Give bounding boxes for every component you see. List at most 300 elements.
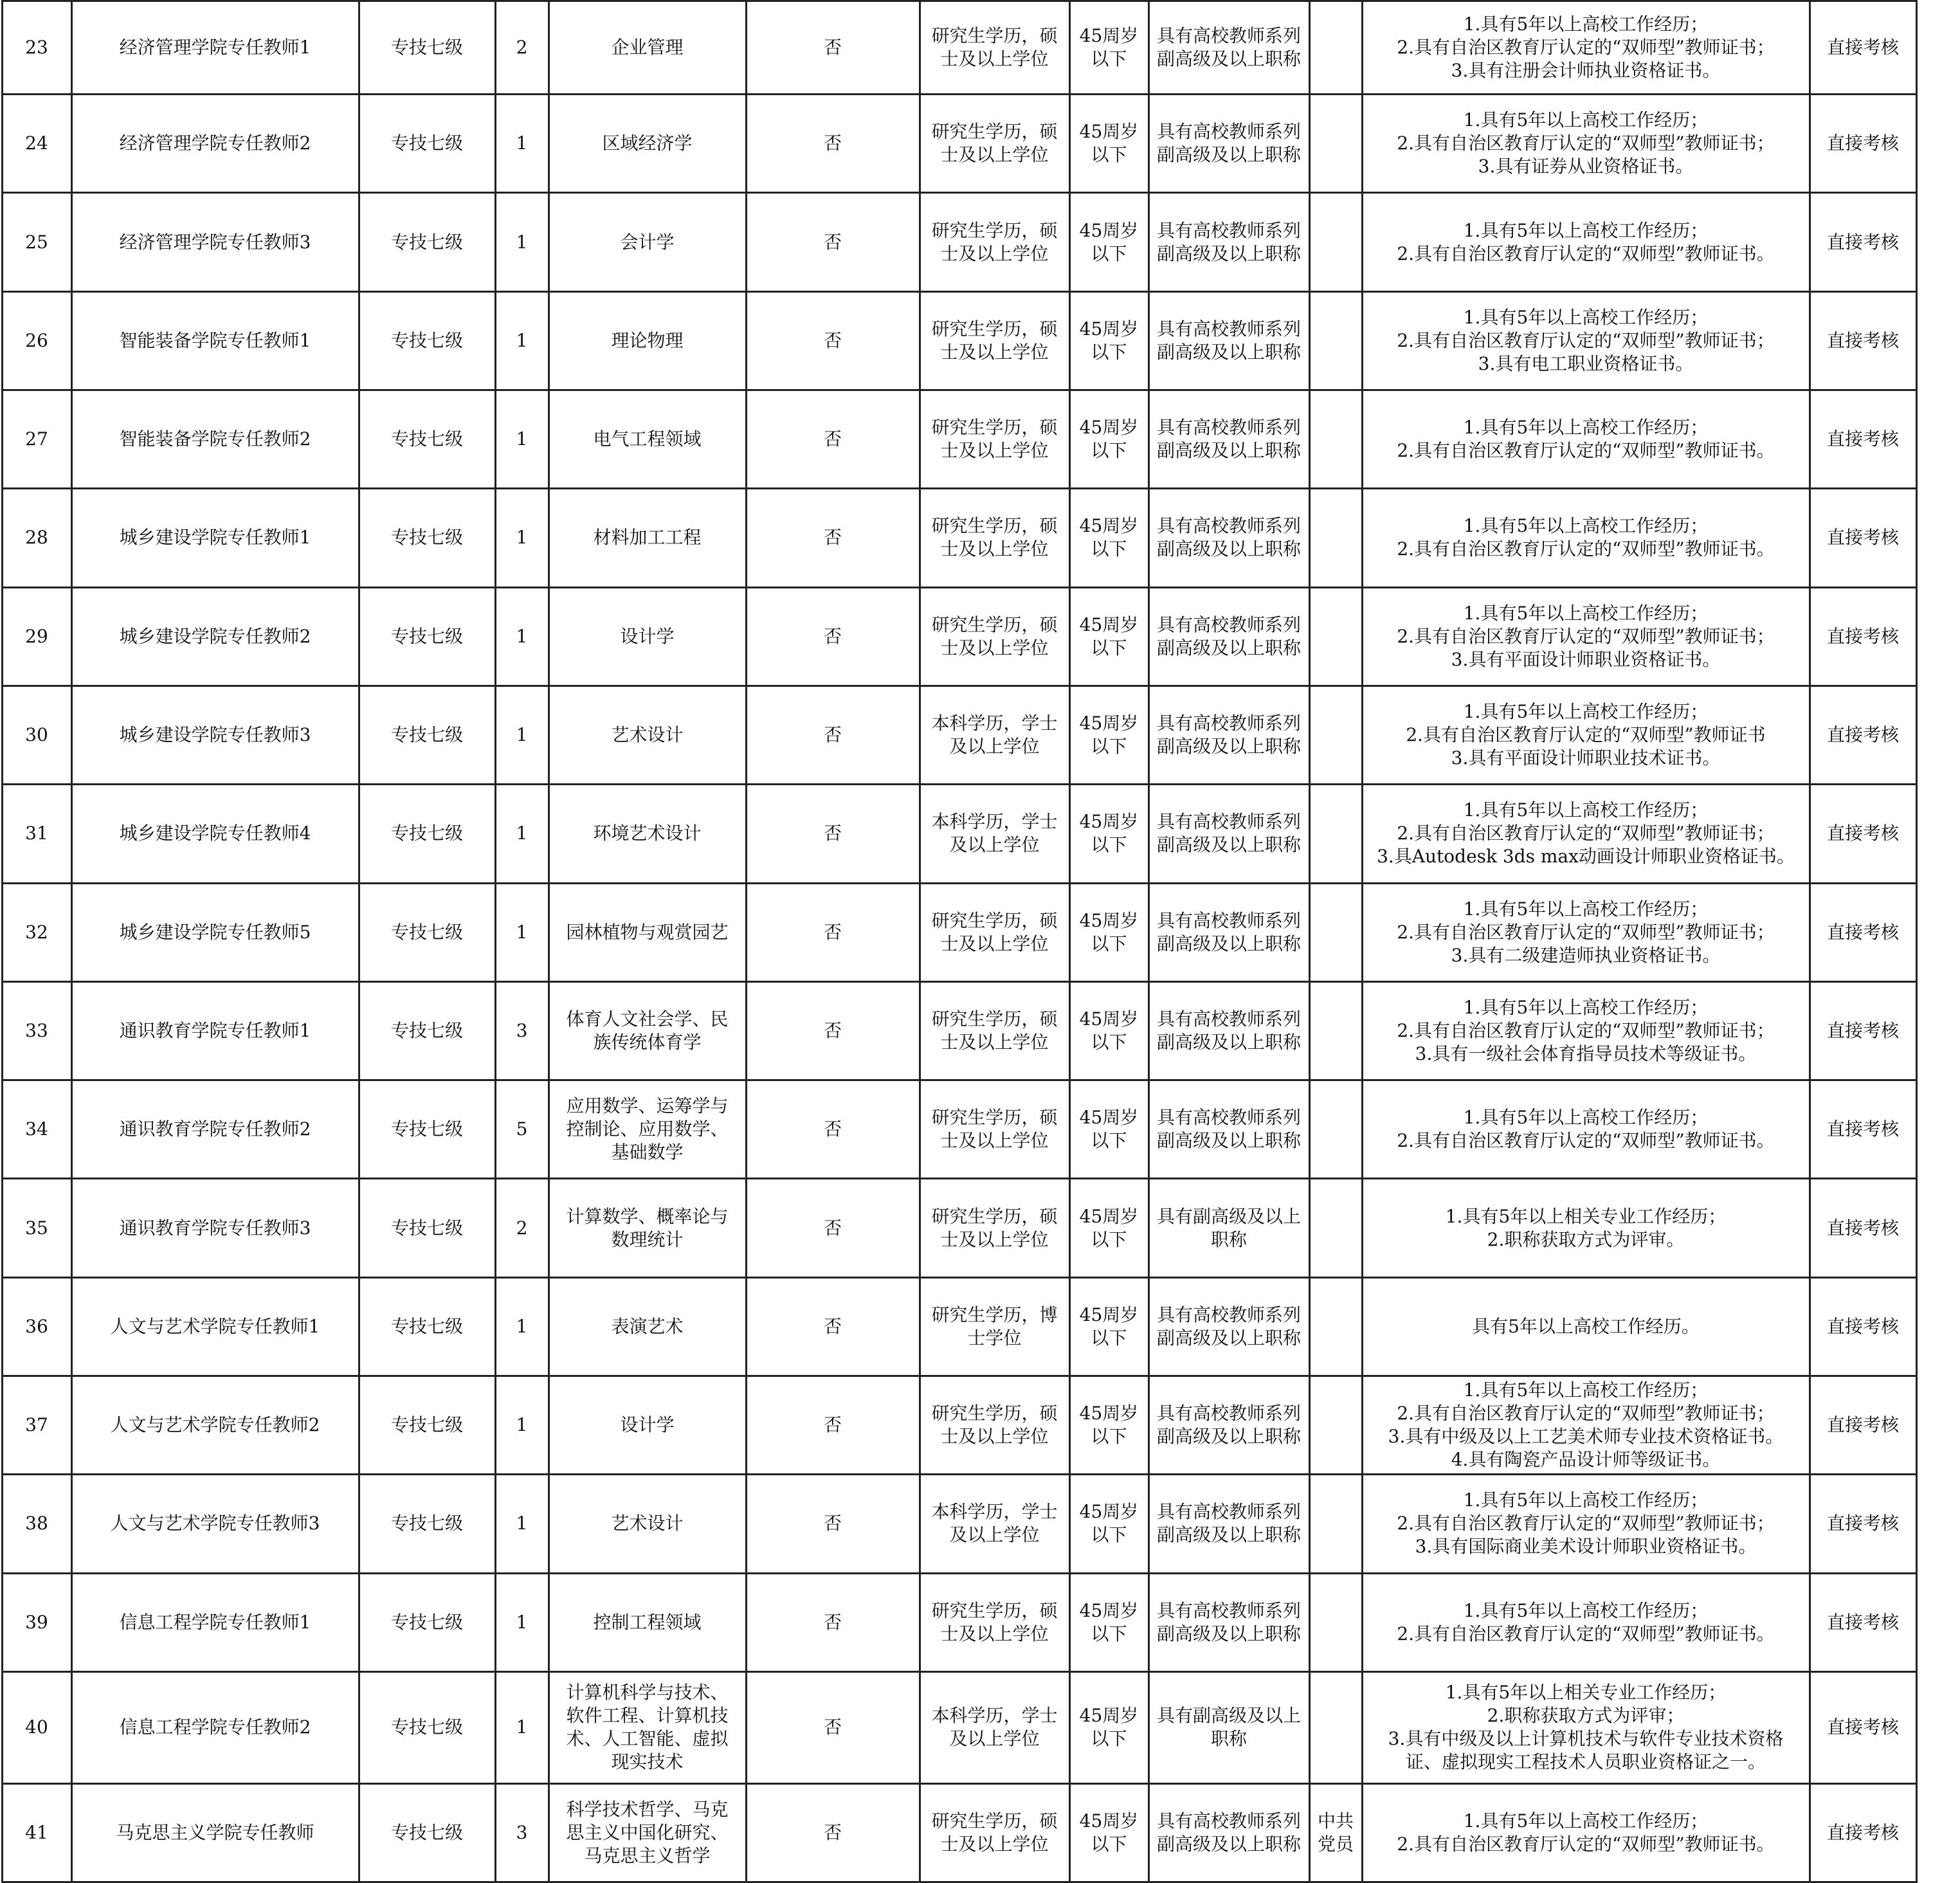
cell-count: 1: [495, 489, 549, 587]
cell-title-line: 具有高校教师系列: [1156, 1810, 1301, 1832]
cell-method: 直接考核: [1810, 1573, 1916, 1671]
cell-age-line: 45周岁: [1079, 1205, 1139, 1227]
cell-title: [1148, 883, 1309, 981]
cell-no: 37: [2, 1376, 71, 1474]
cell-major-line: 科学技术哲学、马克: [566, 1798, 729, 1820]
cell-title-line: 具有高校教师系列: [1156, 614, 1301, 635]
cell-education-line: 士及以上学位: [940, 538, 1049, 560]
cell-no: 32: [2, 883, 71, 981]
cell-title-line: 具有高校教师系列: [1156, 909, 1301, 931]
cell-education-line: 研究生学历，硕: [931, 909, 1058, 931]
cell-major: [549, 291, 746, 390]
cell-count: 1: [495, 883, 549, 981]
cell-title-line: 具有副高级及以上: [1156, 1205, 1301, 1227]
cell-title: [1148, 1475, 1309, 1573]
cell-position: 智能装备学院专任教师1: [71, 291, 359, 390]
cell-title: [1148, 1671, 1309, 1783]
cell-major: [549, 686, 746, 784]
cell-method: 直接考核: [1810, 489, 1916, 587]
cell-method: 直接考核: [1810, 981, 1916, 1080]
cell-age: [1069, 1179, 1148, 1277]
table-row: [0, 1783, 1960, 1882]
cell-age-line: 以下: [1091, 1031, 1127, 1053]
cell-political: [1309, 1573, 1362, 1671]
cell-requirements-line: 1.具有5年以上高校工作经历；: [1463, 417, 1709, 439]
cell-education-line: 研究生学历，硕: [931, 318, 1058, 340]
cell-age-line: 以下: [1091, 242, 1127, 264]
cell-education: [920, 1080, 1069, 1179]
cell-title-line: 具有副高级及以上: [1156, 1705, 1301, 1727]
cell-age: [1069, 1671, 1148, 1783]
cell-education-line: 研究生学历，硕: [931, 614, 1058, 635]
cell-limited: 否: [746, 883, 920, 981]
cell-age: [1069, 1277, 1148, 1376]
table-row: [0, 390, 1960, 489]
cell-level: 专技七级: [359, 981, 495, 1080]
cell-requirements-line: 1.具有5年以上高校工作经历；: [1463, 109, 1709, 131]
cell-level: 专技七级: [359, 686, 495, 784]
cell-requirements-line: 3.具有中级及以上计算机技术与软件专业技术资格: [1388, 1728, 1784, 1750]
right-margin-cell: [1916, 1277, 1960, 1376]
cell-method: 直接考核: [1810, 1, 1916, 95]
cell-title: [1148, 95, 1309, 193]
cell-level: 专技七级: [359, 291, 495, 390]
cell-requirements: [1362, 193, 1810, 291]
cell-education: [920, 981, 1069, 1080]
cell-major: [549, 883, 746, 981]
table-row: [0, 1573, 1960, 1671]
cell-title-line: 具有高校教师系列: [1156, 1403, 1301, 1424]
table-row: [0, 1, 1960, 95]
cell-method: 直接考核: [1810, 1179, 1916, 1277]
cell-requirements-line: 3.具Autodesk 3ds max动画设计师职业资格证书。: [1377, 846, 1795, 868]
cell-level: 专技七级: [359, 1783, 495, 1882]
cell-no: 30: [2, 686, 71, 784]
cell-political: [1309, 1783, 1362, 1882]
cell-title-line: 具有高校教师系列: [1156, 1599, 1301, 1621]
cell-count: 2: [495, 1, 549, 95]
cell-requirements-line: 2.具有自治区教育厅认定的“双师型”教师证书；: [1397, 1019, 1775, 1041]
cell-education-line: 及以上学位: [949, 834, 1040, 856]
cell-method: 直接考核: [1810, 1783, 1916, 1882]
cell-title: [1148, 981, 1309, 1080]
cell-method: 直接考核: [1810, 193, 1916, 291]
cell-education-line: 士及以上学位: [940, 144, 1049, 166]
cell-requirements-line: 1.具有5年以上高校工作经历；: [1463, 1379, 1709, 1401]
table-row: [0, 686, 1960, 784]
cell-age-line: 以下: [1091, 1327, 1127, 1349]
cell-no: 33: [2, 981, 71, 1080]
cell-count: 1: [495, 1277, 549, 1376]
cell-position: 城乡建设学院专任教师3: [71, 686, 359, 784]
cell-education-line: 本科学历，学士: [931, 811, 1058, 833]
right-margin-cell: [1916, 390, 1960, 489]
cell-major-line: 艺术设计: [611, 1513, 684, 1534]
cell-title: [1148, 291, 1309, 390]
right-margin-cell: [1916, 1376, 1960, 1474]
cell-education: [920, 883, 1069, 981]
cell-title-line: 具有高校教师系列: [1156, 1304, 1301, 1325]
cell-age: [1069, 1376, 1148, 1474]
cell-title: [1148, 1, 1309, 95]
cell-major-line: 数理统计: [611, 1228, 684, 1250]
cell-count: 5: [495, 1080, 549, 1179]
cell-level: 专技七级: [359, 883, 495, 981]
cell-requirements-line: 3.具有电工职业资格证书。: [1478, 352, 1694, 374]
cell-education: [920, 95, 1069, 193]
cell-requirements-line: 2.具有自治区教育厅认定的“双师型”教师证书；: [1397, 132, 1775, 154]
right-margin-cell: [1916, 1080, 1960, 1179]
cell-major-line: 软件工程、计算机技: [566, 1705, 729, 1727]
cell-no: 35: [2, 1179, 71, 1277]
cell-education-line: 及以上学位: [949, 1728, 1040, 1750]
cell-method: 直接考核: [1810, 785, 1916, 883]
cell-limited: 否: [746, 686, 920, 784]
cell-no: 28: [2, 489, 71, 587]
cell-position: 通识教育学院专任教师1: [71, 981, 359, 1080]
cell-age-line: 以下: [1091, 736, 1127, 758]
right-margin-cell: [1916, 785, 1960, 883]
cell-requirements: [1362, 1475, 1810, 1573]
cell-limited: 否: [746, 1783, 920, 1882]
cell-education-line: 本科学历，学士: [931, 1705, 1058, 1727]
cell-title: [1148, 390, 1309, 489]
table-row: [0, 1671, 1960, 1783]
cell-age-line: 以下: [1091, 1228, 1127, 1250]
cell-age-line: 以下: [1091, 1728, 1127, 1750]
cell-age: [1069, 390, 1148, 489]
cell-education: [920, 1783, 1069, 1882]
cell-requirements: [1362, 291, 1810, 390]
cell-requirements-line: 3.具有注册会计师执业资格证书。: [1451, 60, 1721, 82]
cell-requirements-line: 1.具有5年以上高校工作经历；: [1463, 898, 1709, 920]
cell-education: [920, 1, 1069, 95]
cell-requirements-line: 2.具有自治区教育厅认定的“双师型”教师证书；: [1397, 625, 1775, 647]
cell-requirements-line: 3.具有平面设计师职业资格证书。: [1451, 648, 1721, 670]
cell-major: [549, 785, 746, 883]
cell-requirements-line: 2.具有自治区教育厅认定的“双师型”教师证书。: [1397, 1130, 1775, 1152]
cell-level: 专技七级: [359, 1080, 495, 1179]
cell-count: 1: [495, 390, 549, 489]
cell-education-line: 士及以上学位: [940, 341, 1049, 363]
cell-limited: 否: [746, 291, 920, 390]
cell-requirements: [1362, 390, 1810, 489]
cell-political: [1309, 193, 1362, 291]
cell-level: 专技七级: [359, 390, 495, 489]
cell-limited: 否: [746, 1573, 920, 1671]
cell-major: [549, 1573, 746, 1671]
cell-requirements-line: 2.具有自治区教育厅认定的“双师型”教师证书；: [1397, 1403, 1775, 1424]
cell-level: 专技七级: [359, 95, 495, 193]
cell-age: [1069, 193, 1148, 291]
cell-major: [549, 587, 746, 686]
right-margin-cell: [1916, 95, 1960, 193]
cell-requirements-line: 3.具有二级建造师执业资格证书。: [1451, 944, 1721, 966]
cell-political: [1309, 981, 1362, 1080]
cell-requirements: [1362, 1179, 1810, 1277]
cell-major-line: 控制论、应用数学、: [566, 1118, 729, 1140]
cell-age-line: 以下: [1091, 637, 1127, 659]
cell-requirements-line: 3.具有中级及以上工艺美术师专业技术资格证书。: [1388, 1426, 1784, 1448]
cell-education-line: 士及以上学位: [940, 637, 1049, 659]
right-margin-cell: [1916, 1179, 1960, 1277]
table-row: [0, 981, 1960, 1080]
cell-requirements: [1362, 1376, 1810, 1474]
cell-education-line: 士及以上学位: [940, 1130, 1049, 1152]
right-margin-cell: [1916, 193, 1960, 291]
cell-political: [1309, 1, 1362, 95]
cell-age-line: 45周岁: [1079, 1403, 1139, 1424]
cell-age-line: 45周岁: [1079, 1705, 1139, 1727]
cell-age-line: 以下: [1091, 538, 1127, 560]
cell-position: 城乡建设学院专任教师2: [71, 587, 359, 686]
cell-age: [1069, 95, 1148, 193]
cell-education: [920, 785, 1069, 883]
cell-position: 信息工程学院专任教师2: [71, 1671, 359, 1783]
cell-requirements-line: 3.具有一级社会体育指导员技术等级证书。: [1415, 1042, 1757, 1064]
cell-method: 直接考核: [1810, 95, 1916, 193]
cell-requirements-line: 1.具有5年以上高校工作经历；: [1463, 602, 1709, 624]
cell-education-line: 士及以上学位: [940, 242, 1049, 264]
cell-count: 1: [495, 1671, 549, 1783]
cell-age-line: 以下: [1091, 1426, 1127, 1448]
cell-requirements-line: 2.具有自治区教育厅认定的“双师型”教师证书。: [1397, 538, 1775, 560]
cell-no: 29: [2, 587, 71, 686]
table-row: [0, 1475, 1960, 1573]
cell-title-line: 副高级及以上职称: [1156, 1524, 1301, 1546]
cell-requirements-line: 2.具有自治区教育厅认定的“双师型”教师证书。: [1397, 1623, 1775, 1644]
cell-count: 1: [495, 1475, 549, 1573]
cell-title-line: 具有高校教师系列: [1156, 25, 1301, 47]
cell-no: 23: [2, 1, 71, 95]
cell-major: [549, 1376, 746, 1474]
cell-title-line: 副高级及以上职称: [1156, 48, 1301, 70]
cell-age-line: 45周岁: [1079, 121, 1139, 143]
right-margin-cell: [1916, 1671, 1960, 1783]
cell-no: 34: [2, 1080, 71, 1179]
cell-age-line: 45周岁: [1079, 318, 1139, 340]
cell-title: [1148, 1573, 1309, 1671]
cell-education: [920, 686, 1069, 784]
cell-age: [1069, 1783, 1148, 1882]
cell-limited: 否: [746, 1, 920, 95]
cell-political: [1309, 587, 1362, 686]
cell-count: 1: [495, 1573, 549, 1671]
cell-title-line: 具有高校教师系列: [1156, 1008, 1301, 1030]
cell-position: 经济管理学院专任教师2: [71, 95, 359, 193]
cell-count: 2: [495, 1179, 549, 1277]
cell-requirements-line: 1.具有5年以上高校工作经历；: [1463, 1107, 1709, 1129]
cell-age-line: 45周岁: [1079, 1008, 1139, 1030]
cell-title: [1148, 587, 1309, 686]
cell-age: [1069, 883, 1148, 981]
cell-education-line: 士及以上学位: [940, 48, 1049, 70]
cell-requirements-line: 1.具有5年以上相关专业工作经历；: [1445, 1682, 1727, 1704]
cell-method: 直接考核: [1810, 1671, 1916, 1783]
cell-major: [549, 1475, 746, 1573]
cell-requirements-line: 4.具有陶瓷产品设计师等级证书。: [1451, 1449, 1721, 1471]
cell-requirements-line: 2.具有自治区教育厅认定的“双师型”教师证书。: [1397, 440, 1775, 462]
cell-major-line: 设计学: [620, 625, 675, 647]
cell-level: 专技七级: [359, 1475, 495, 1573]
cell-position: 通识教育学院专任教师3: [71, 1179, 359, 1277]
cell-age-line: 45周岁: [1079, 614, 1139, 635]
cell-requirements: [1362, 489, 1810, 587]
right-margin-cell: [1916, 489, 1960, 587]
cell-requirements-line: 2.具有自治区教育厅认定的“双师型”教师证书。: [1397, 1833, 1775, 1855]
cell-count: 1: [495, 785, 549, 883]
cell-education-line: 研究生学历，硕: [931, 1810, 1058, 1832]
cell-title-line: 副高级及以上职称: [1156, 144, 1301, 166]
cell-age-line: 以下: [1091, 341, 1127, 363]
right-margin-cell: [1916, 883, 1960, 981]
cell-requirements-line: 2.职称获取方式为评审。: [1487, 1228, 1685, 1250]
cell-education: [920, 1573, 1069, 1671]
cell-age: [1069, 587, 1148, 686]
cell-requirements-line: 2.具有自治区教育厅认定的“双师型”教师证书；: [1397, 1513, 1775, 1534]
cell-method: 直接考核: [1810, 1080, 1916, 1179]
cell-no: 25: [2, 193, 71, 291]
cell-limited: 否: [746, 785, 920, 883]
cell-limited: 否: [746, 981, 920, 1080]
right-margin-cell: [1916, 291, 1960, 390]
cell-requirements: [1362, 981, 1810, 1080]
cell-limited: 否: [746, 1179, 920, 1277]
cell-education-line: 士及以上学位: [940, 1833, 1049, 1855]
cell-title-line: 副高级及以上职称: [1156, 440, 1301, 462]
cell-political: [1309, 390, 1362, 489]
cell-no: 38: [2, 1475, 71, 1573]
cell-position: 通识教育学院专任教师2: [71, 1080, 359, 1179]
cell-education: [920, 489, 1069, 587]
cell-title-line: 副高级及以上职称: [1156, 932, 1301, 954]
right-margin-cell: [1916, 1573, 1960, 1671]
cell-no: 36: [2, 1277, 71, 1376]
table-row: [0, 883, 1960, 981]
cell-major-line: 族传统体育学: [593, 1031, 702, 1053]
cell-age: [1069, 1080, 1148, 1179]
cell-title-line: 副高级及以上职称: [1156, 1833, 1301, 1855]
table-row: [0, 587, 1960, 686]
cell-major: [549, 981, 746, 1080]
cell-limited: 否: [746, 1376, 920, 1474]
cell-level: 专技七级: [359, 785, 495, 883]
cell-method: 直接考核: [1810, 1475, 1916, 1573]
right-margin-cell: [1916, 1, 1960, 95]
cell-education-line: 研究生学历，硕: [931, 219, 1058, 241]
cell-education-line: 士及以上学位: [940, 1228, 1049, 1250]
cell-requirements: [1362, 1671, 1810, 1783]
cell-limited: 否: [746, 95, 920, 193]
cell-education-line: 士及以上学位: [940, 1426, 1049, 1448]
cell-age-line: 45周岁: [1079, 515, 1139, 537]
cell-no: 40: [2, 1671, 71, 1783]
cell-political: [1309, 489, 1362, 587]
cell-limited: 否: [746, 1080, 920, 1179]
cell-requirements-line: 2.具有自治区教育厅认定的“双师型”教师证书: [1406, 724, 1766, 746]
table-row: [0, 785, 1960, 883]
cell-requirements: [1362, 1573, 1810, 1671]
cell-requirements-line: 2.具有自治区教育厅认定的“双师型”教师证书；: [1397, 329, 1775, 351]
cell-title-line: 副高级及以上职称: [1156, 736, 1301, 758]
cell-age: [1069, 1573, 1148, 1671]
cell-title: [1148, 193, 1309, 291]
cell-major-line: 园林植物与观赏园艺: [566, 921, 729, 943]
cell-political: [1309, 1376, 1362, 1474]
cell-political: [1309, 1671, 1362, 1783]
cell-count: 1: [495, 686, 549, 784]
cell-no: 31: [2, 785, 71, 883]
cell-major: [549, 95, 746, 193]
right-margin-cell: [1916, 1475, 1960, 1573]
cell-education-line: 研究生学历，硕: [931, 1599, 1058, 1621]
cell-title: [1148, 1277, 1309, 1376]
cell-education-line: 士及以上学位: [940, 1031, 1049, 1053]
table-row: [0, 1277, 1960, 1376]
cell-political: [1309, 1179, 1362, 1277]
cell-title-line: 具有高校教师系列: [1156, 1501, 1301, 1523]
cell-title: [1148, 1783, 1309, 1882]
cell-major-line: 设计学: [620, 1414, 675, 1436]
cell-title-line: 职称: [1210, 1228, 1247, 1250]
cell-count: 1: [495, 587, 549, 686]
cell-limited: 否: [746, 587, 920, 686]
cell-major-line: 企业管理: [611, 37, 684, 59]
cell-education: [920, 1277, 1069, 1376]
cell-requirements-line: 2.具有自治区教育厅认定的“双师型”教师证书；: [1397, 921, 1775, 943]
cell-major-line: 表演艺术: [611, 1315, 684, 1337]
cell-education: [920, 291, 1069, 390]
cell-age-line: 45周岁: [1079, 1107, 1139, 1129]
cell-title: [1148, 489, 1309, 587]
cell-no: 26: [2, 291, 71, 390]
cell-title-line: 副高级及以上职称: [1156, 1327, 1301, 1349]
cell-age-line: 以下: [1091, 1833, 1127, 1855]
cell-major-line: 计算机科学与技术、: [566, 1682, 729, 1704]
cell-age-line: 以下: [1091, 144, 1127, 166]
cell-position: 经济管理学院专任教师1: [71, 1, 359, 95]
cell-title-line: 副高级及以上职称: [1156, 1623, 1301, 1644]
cell-political: [1309, 883, 1362, 981]
cell-title-line: 副高级及以上职称: [1156, 637, 1301, 659]
cell-major: [549, 193, 746, 291]
cell-title-line: 职称: [1210, 1728, 1247, 1750]
cell-method: 直接考核: [1810, 291, 1916, 390]
cell-age-line: 45周岁: [1079, 811, 1139, 833]
cell-title-line: 副高级及以上职称: [1156, 341, 1301, 363]
cell-major-line: 体育人文社会学、民: [566, 1008, 729, 1030]
cell-requirements-line: 1.具有5年以上高校工作经历；: [1463, 799, 1709, 821]
cell-level: 专技七级: [359, 1277, 495, 1376]
cell-requirements: [1362, 1783, 1810, 1882]
cell-major-line: 理论物理: [611, 329, 684, 351]
cell-major: [549, 1, 746, 95]
cell-title-line: 具有高校教师系列: [1156, 713, 1301, 734]
cell-requirements-line: 2.职称获取方式为评审；: [1487, 1705, 1685, 1727]
cell-age-line: 以下: [1091, 1623, 1127, 1644]
cell-title-line: 副高级及以上职称: [1156, 1130, 1301, 1152]
cell-requirements-line: 2.具有自治区教育厅认定的“双师型”教师证书；: [1397, 37, 1775, 59]
cell-major: [549, 1179, 746, 1277]
cell-age-line: 以下: [1091, 834, 1127, 856]
cell-requirements-line: 1.具有5年以上高校工作经历；: [1463, 306, 1709, 328]
cell-requirements-line: 3.具有国际商业美术设计师职业资格证书。: [1415, 1536, 1757, 1558]
cell-position: 城乡建设学院专任教师5: [71, 883, 359, 981]
cell-education: [920, 1671, 1069, 1783]
cell-level: 专技七级: [359, 1573, 495, 1671]
cell-political: [1309, 1080, 1362, 1179]
cell-major: [549, 489, 746, 587]
